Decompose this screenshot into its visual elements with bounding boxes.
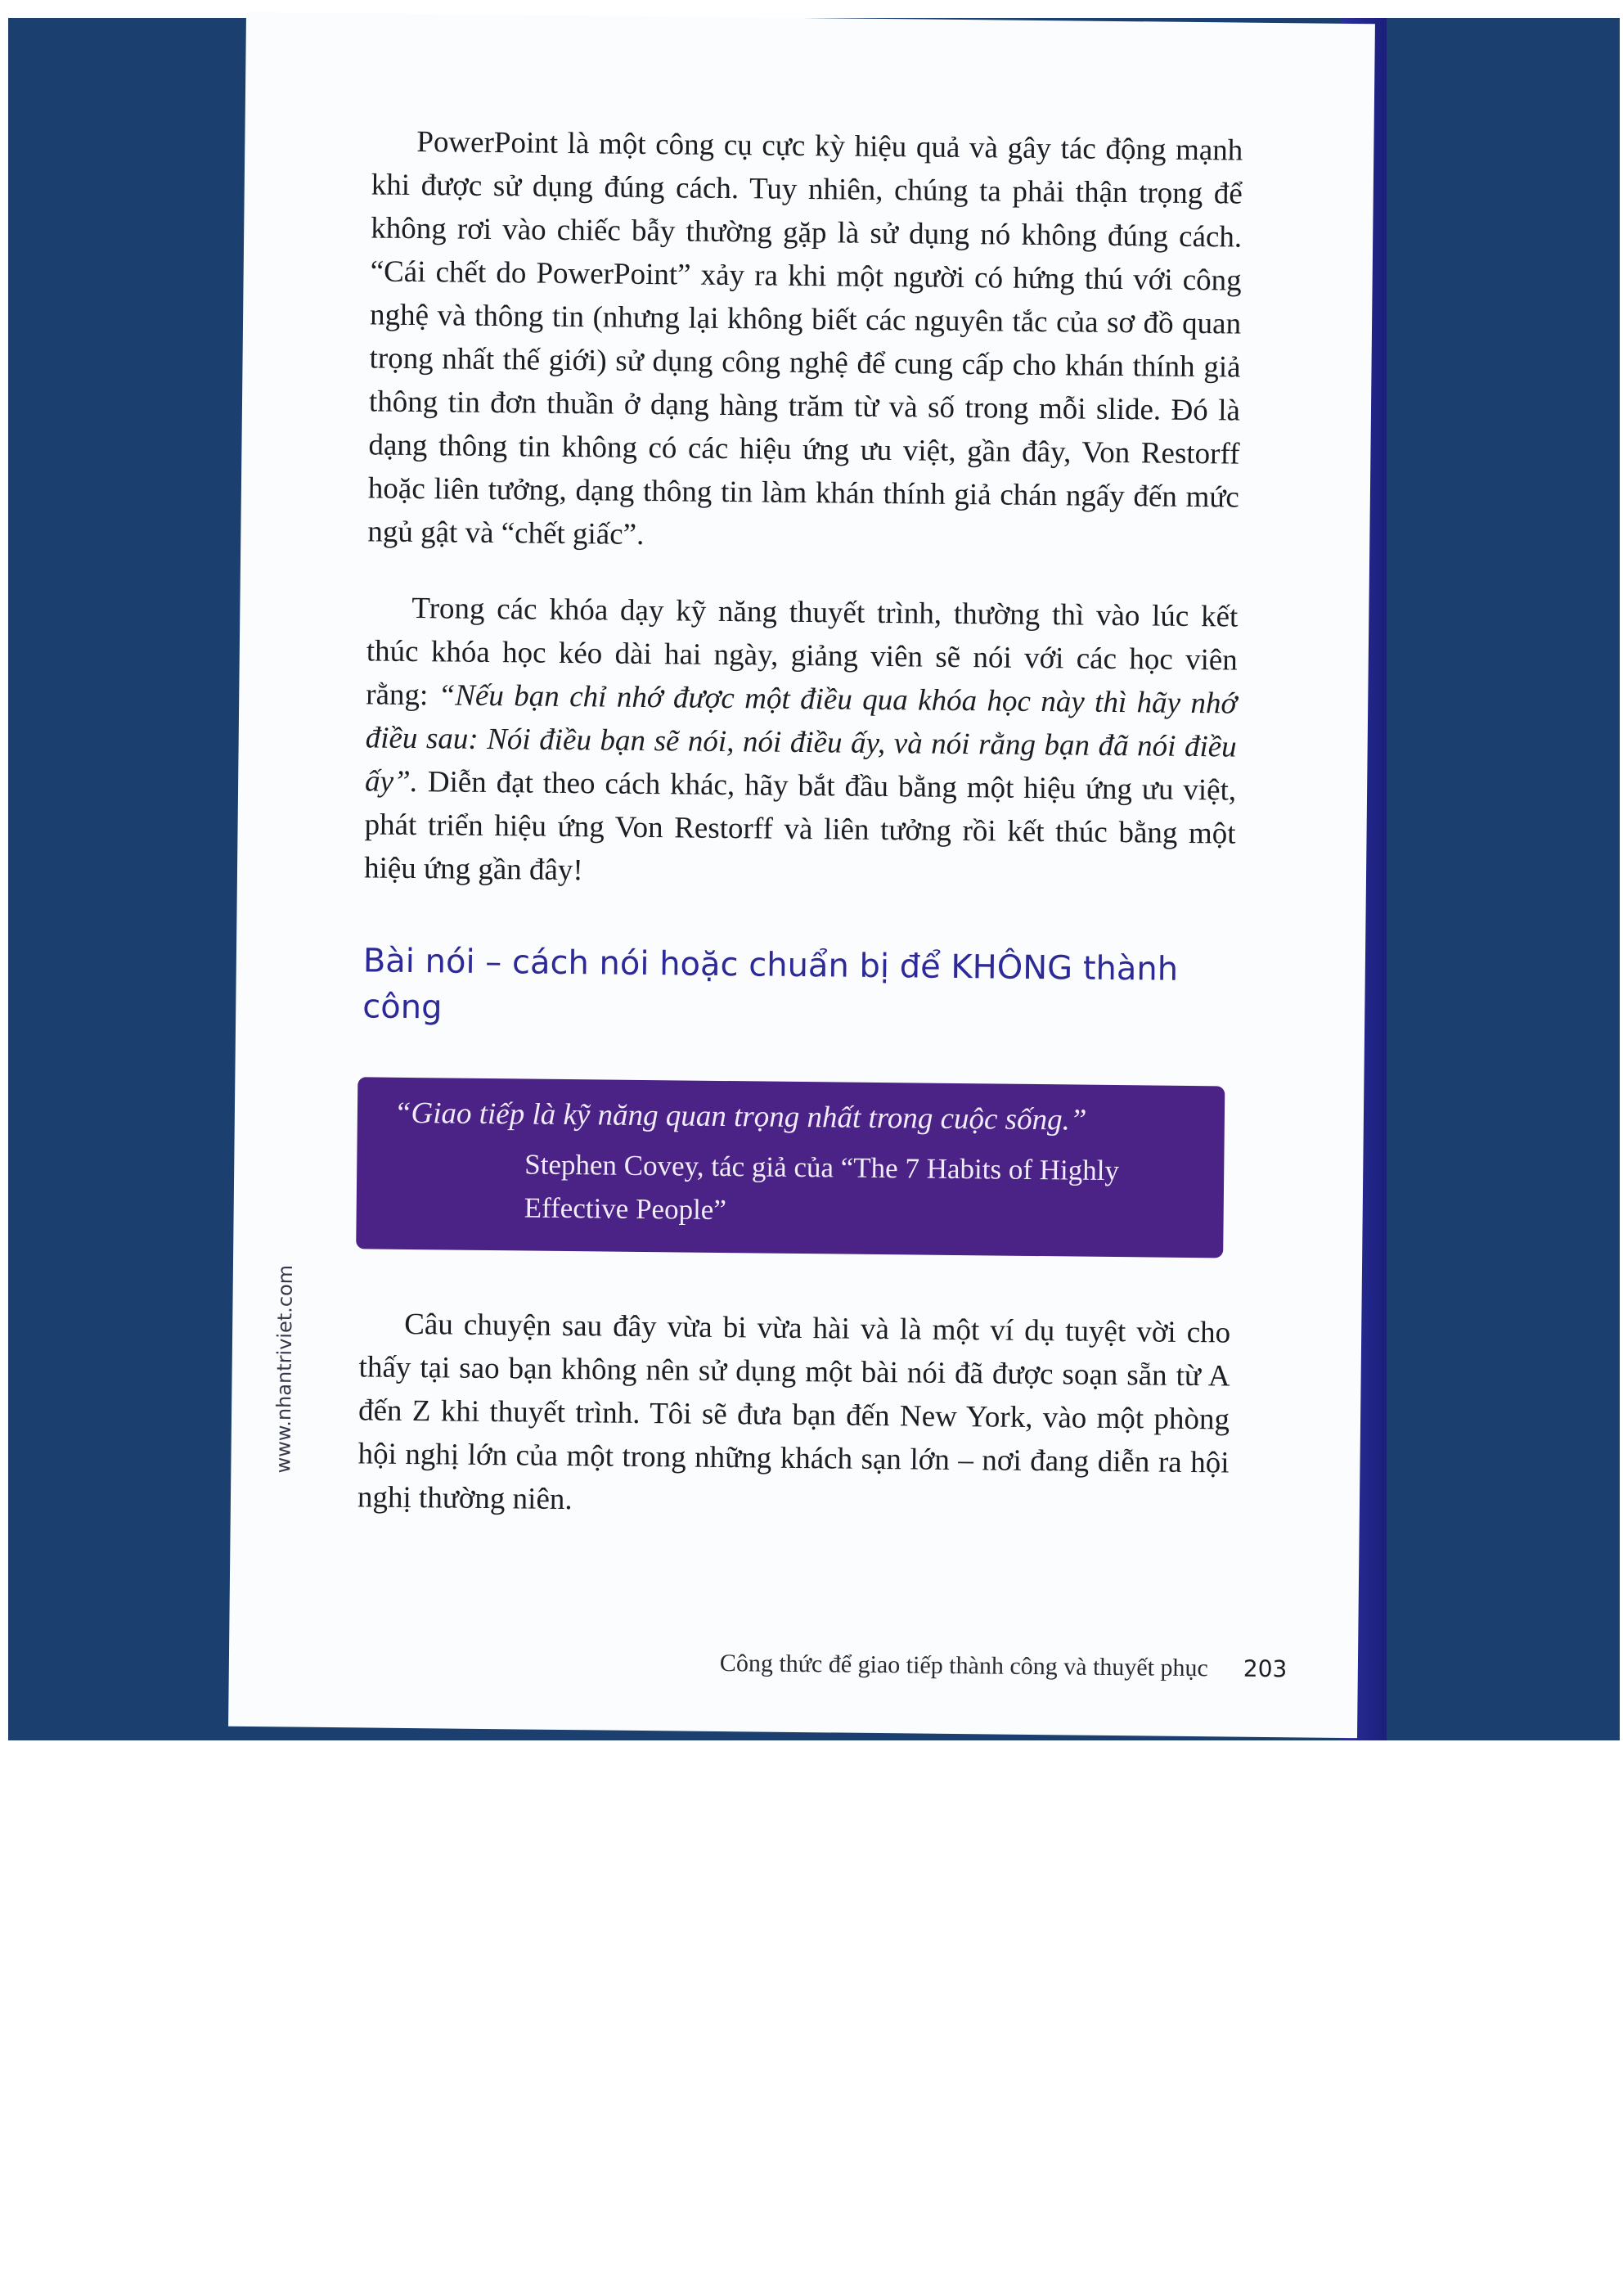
side-website-url: www.nhantriviet.com <box>272 1264 297 1474</box>
quote-author-name: Stephen Covey <box>524 1148 698 1182</box>
book-page <box>228 12 1375 1738</box>
paragraph-2 <box>364 586 1239 898</box>
paragraph-2-start: Trong các khóa dạy kỹ năng thuyết trình, thường thì vào lúc kết thúc khóa học kéo dài hai ngày, giảng viên sẽ nói với các học viên rằng: <box>366 591 1239 713</box>
paragraph-3-text: Câu chuyện sau đây vừa bi vừa hài và là một ví dụ tuyệt vời cho thấy tại sao bạn không nên sử dụng một bài nói đã được soạn sẵn từ A đến Z khi thuyết trình. Tôi sẽ đưa bạn đến New York, vào một phòng hội nghị lớn của một trong những khách sạn lớn – nơi đang diễn ra hội nghị thường niên. <box>357 1307 1231 1517</box>
quote-box <box>356 1077 1225 1258</box>
paragraph-1 <box>367 119 1243 562</box>
quote-author <box>524 1142 1195 1236</box>
section-heading: Bài nói – cách nói hoặc chuẩn bị để KHÔNG thành công <box>362 942 1179 1027</box>
running-footer: Công thức để giao tiếp thành công và thuyết phục <box>719 1650 1209 1682</box>
paragraph-2-italic-quote: “Nếu bạn chỉ nhớ được một điều qua khóa học này thì hãy nhớ điều sau: Nói điều bạn sẽ nói, nói điều ấy, và nói rằng bạn đã nói điều ấy”. <box>364 678 1238 799</box>
page-number: 203 <box>1243 1654 1288 1683</box>
quote-text: “Giao tiếp là kỹ năng quan trọng nhất trong cuộc sống.” <box>393 1096 1087 1137</box>
paragraph-2-text <box>364 586 1239 898</box>
paragraph-3 <box>357 1302 1231 1528</box>
quote-author-description: , tác giả của “The 7 Habits of Highly Effective People” <box>524 1150 1120 1227</box>
paragraph-2-end: Diễn đạt theo cách khác, hãy bắt đầu bằng một hiệu ứng ưu việt, phát triển hiệu ứng Von Restorff và liên tưởng rồi kết thúc bằng một hiệu ứng gần đây! <box>363 765 1237 888</box>
paragraph-1-text: PowerPoint là một công cụ cực kỳ hiệu quả và gây tác động mạnh khi được sử dụng đúng cách. Tuy nhiên, chúng ta phải thận trọng để không rơi vào chiếc bẫy thường gặp là sử dụng nó không đúng cách. “Cái chết do PowerPoint” xảy ra khi một người có hứng thú với công nghệ và thông tin (nhưng lại không biết các nguyên tắc của sơ đồ quan trọng nhất thế giới) sử dụng công nghệ để cung cấp cho khán thính giả thông tin đơn thuần ở dạng hàng trăm từ và số trong mỗi slide. Đó là dạng thông tin không có các hiệu ứng ưu việt, gần đây, Von Restorff hoặc liên tưởng, dạng thông tin làm khán thính giả chán ngấy đến mức ngủ gật và “chết giấc”. <box>367 125 1243 551</box>
